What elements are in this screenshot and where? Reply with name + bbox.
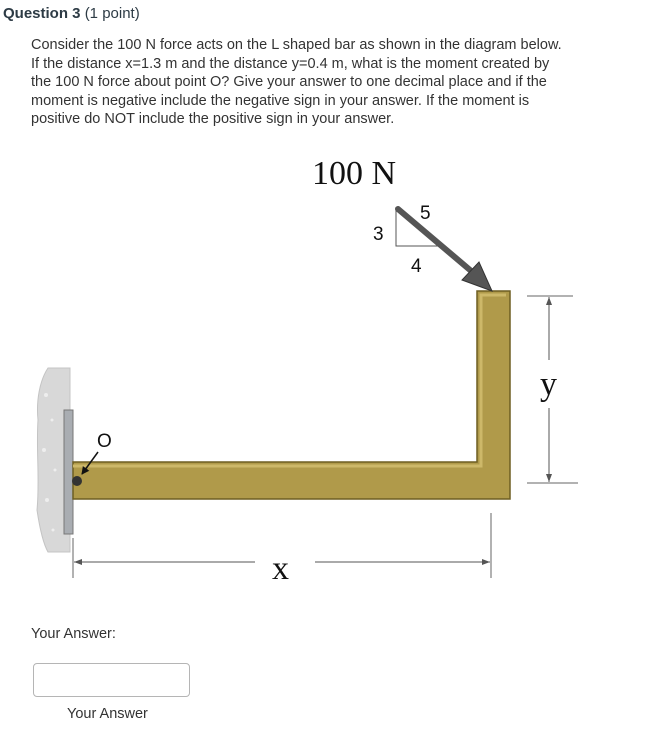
l-shaped-bar xyxy=(73,291,510,499)
point-o-label: O xyxy=(97,431,112,452)
force-label: 100 N xyxy=(312,155,397,192)
slope-hyp-label: 5 xyxy=(420,203,431,224)
answer-caption: Your Answer xyxy=(67,706,148,722)
l-bar-diagram xyxy=(0,140,646,600)
answer-input[interactable] xyxy=(33,663,190,697)
x-dimension-label: x xyxy=(272,550,289,587)
answer-label: Your Answer: xyxy=(31,626,116,642)
prompt-line: moment is negative include the negative sign in your answer. If the moment is xyxy=(31,92,530,109)
question-prompt xyxy=(31,36,629,129)
question-header xyxy=(3,4,140,24)
point-o-marker xyxy=(72,476,82,486)
bar-highlight xyxy=(73,295,506,466)
question-points: (1 point) xyxy=(84,5,140,22)
prompt-line: the 100 N force about point O? Give your answer to one decimal place and if the xyxy=(31,74,547,90)
prompt-line: positive do NOT include the positive sign in your answer. xyxy=(31,111,395,127)
force-arrow-shaft xyxy=(398,209,470,270)
slope-vert-label: 3 xyxy=(373,224,384,245)
question-title: Question 3 xyxy=(3,5,81,22)
mounting-plate xyxy=(64,410,73,534)
y-dimension-label: y xyxy=(540,366,557,403)
prompt-line: If the distance x=1.3 m and the distance y=0.4 m, what is the moment created by xyxy=(31,55,550,72)
slope-horiz-label: 4 xyxy=(411,256,422,277)
prompt-line: Consider the 100 N force acts on the L shaped bar as shown in the diagram below. xyxy=(31,37,562,53)
